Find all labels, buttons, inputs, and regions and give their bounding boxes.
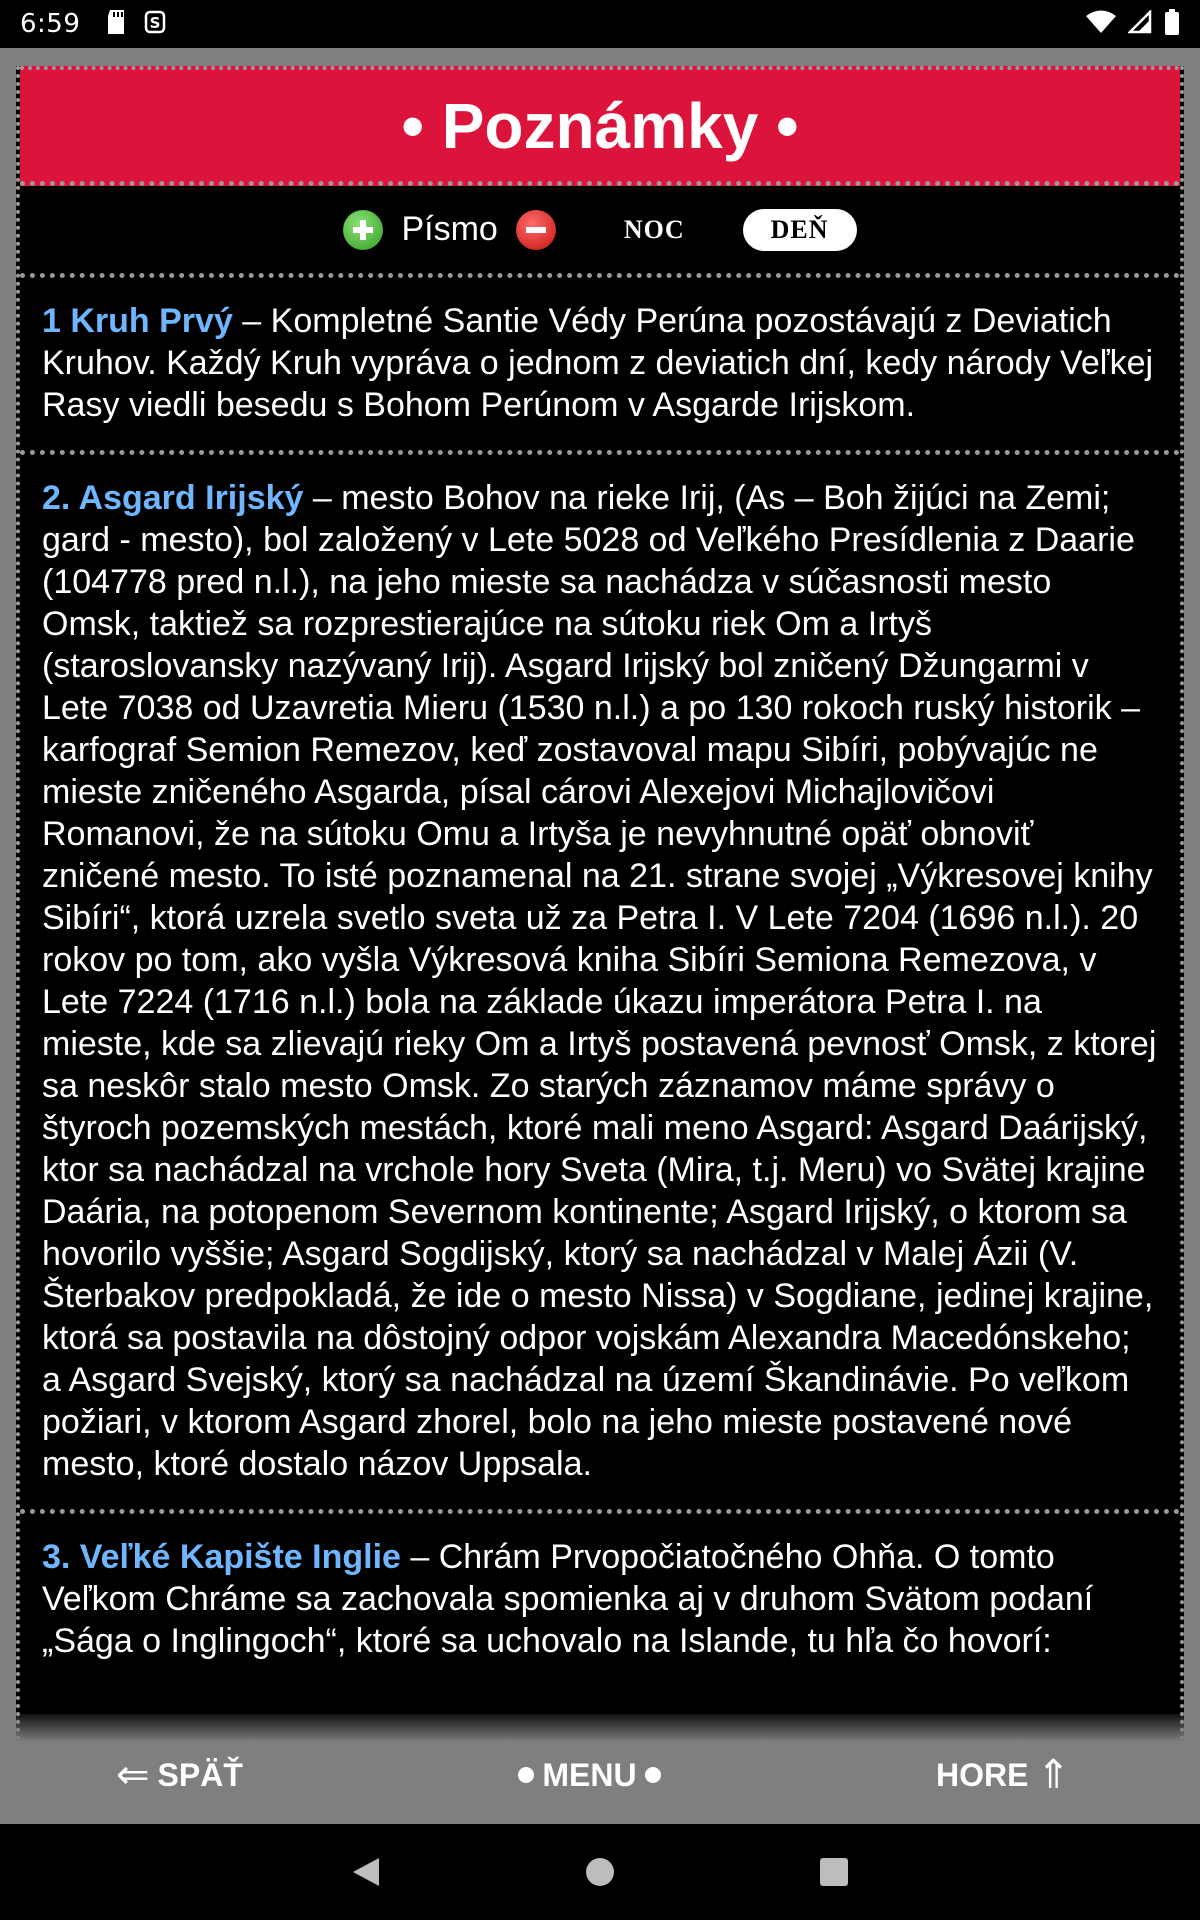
status-time: 6:59 [20, 9, 81, 39]
menu-label: MENU [542, 1756, 637, 1793]
note-title[interactable]: 3. Veľké Kapište Inglie [42, 1538, 401, 1576]
note-item [20, 1514, 1180, 1686]
display-controls [20, 186, 1180, 278]
bullet-icon [518, 1767, 534, 1783]
day-mode-button[interactable]: DEŇ [743, 209, 857, 251]
note-item [20, 455, 1180, 1514]
system-navigation-bar [0, 1824, 1200, 1920]
arrow-up-icon: ⇑ [1036, 1752, 1070, 1798]
night-mode-button[interactable]: NOC [623, 214, 685, 244]
top-button[interactable] [936, 1752, 1070, 1798]
note-text: – Chrám Prvopočiatočného Ohňa. O tomto Veľkom Chráme sa zachovala spomienka aj v druhom Svätom podaní „Sága o Inglingoch“, ktoré sa uchovalo na Islande, tu hľa čo hovorí: [42, 1538, 1094, 1660]
note-text: – mesto Bohov na rieke Irij, (As – Boh žijúci na Zemi; gard - mesto), bol založený v Lete 5028 od Veľkého Presídlenia z Daarie (104778 pred n.l.), na jeho mieste sa nachádza v súčasnosti mesto Omsk, taktiež sa rozprestierajúce na sútoku riek Om a Irtyš (staroslovansky nazývaný Irij). Asgard Irijský bol zničený Džungarmi v Lete 7038 od Uzavretia Mieru (1530 n.l.) a po 130 rokoch ruský historik – karfograf Semion Remezov, keď zostavoval mapu Sibíri, pobývajúc ne mieste zničeného Asgarda, písal cárovi Alexejovi Michajlovičovi Romanovi, že na sútoku Omu a Irtyša je nevyhnutné opäť obnoviť zničené mesto. To isté poznamenal na 21. strane svojej „Výkresovej knihy Sibíri“, ktorá uzrela svetlo sveta už za Petra I. V Lete 7204 (1696 n.l.). 20 rokov po tom, ako vyšla Výkresová kniha Sibíri Semiona Remezova, v Lete 7224 (1716 n.l.) bola na základe úkazu imperátora Petra I. na mieste, kde sa zlievajú rieky Om a Irtyš postavená pevnosť Omsk, z ktorej sa neskôr stalo mesto Omsk. Zo starých záznamov máme správy o štyroch pozemských mestách, ktoré mali meno Asgard: Asgard Daárijský, ktor sa nachádzal na vrchole hory Sveta (Mira, t.j. Meru) vo Svätej krajine Daária, na potopenom Severnom kontinente; Asgard Irijský, o ktorom sa hovorilo vyššie; Asgard Sogdijský, ktorý sa nachádzal v Malej Ázii (V. Šterbakov predpokladá, že ide o mesto Nissa) v Sogdiane, jedinej krajine, ktorá sa postavila na dôstojný odpor vojskám Alexandra Macedónskeho; a Asgard Svejský, ktorý sa nachádzal na území Škandinávie. Po veľkom požiari, v ktorom Asgard zhorel, bolo na jeho mieste postavené nové mesto, ktoré dostalo názov Uppsala. [42, 479, 1157, 1483]
status-bar [0, 0, 1200, 48]
system-back-button[interactable] [351, 1856, 381, 1888]
triangle-back-icon [351, 1856, 381, 1888]
top-label: HORE [936, 1756, 1029, 1793]
circle-home-icon [584, 1856, 616, 1888]
notes-content[interactable] [16, 66, 1184, 1806]
note-title[interactable]: 1 Kruh Prvý [42, 302, 233, 340]
sync-icon [144, 10, 166, 38]
system-recents-button[interactable] [819, 1857, 849, 1887]
note-text: – Kompletné Santie Védy Perúna pozostávajú z Deviatich Kruhov. Každý Kruh vypráva o jednom z deviatich dní, kedy národy Veľkej Rasy viedli besedu s Bohom Perúnom v Asgarde Irijskom. [42, 302, 1154, 424]
note-item [20, 278, 1180, 455]
page-title: • Poznámky • [401, 89, 799, 162]
app-frame [0, 48, 1200, 1824]
title-banner [20, 66, 1180, 186]
sd-card-icon [106, 10, 126, 38]
back-button[interactable] [116, 1752, 243, 1798]
bullet-icon [645, 1767, 661, 1783]
battery-icon [1164, 9, 1180, 39]
status-notification-icons [106, 10, 166, 38]
font-size-label: Písmo [401, 210, 498, 248]
status-system-icons [1086, 9, 1180, 39]
system-home-button[interactable] [584, 1856, 616, 1888]
font-decrease-icon[interactable] [516, 210, 556, 250]
arrow-left-icon: ⇐ [116, 1752, 150, 1798]
wifi-icon [1086, 10, 1116, 38]
bottom-nav [0, 1714, 1200, 1824]
square-recents-icon [819, 1857, 849, 1887]
back-label: SPÄŤ [157, 1756, 243, 1793]
font-increase-icon[interactable] [343, 210, 383, 250]
menu-button[interactable] [518, 1757, 660, 1794]
note-title[interactable]: 2. Asgard Irijský [42, 479, 304, 517]
svg-text:S: S [149, 14, 161, 32]
signal-icon [1128, 10, 1152, 38]
